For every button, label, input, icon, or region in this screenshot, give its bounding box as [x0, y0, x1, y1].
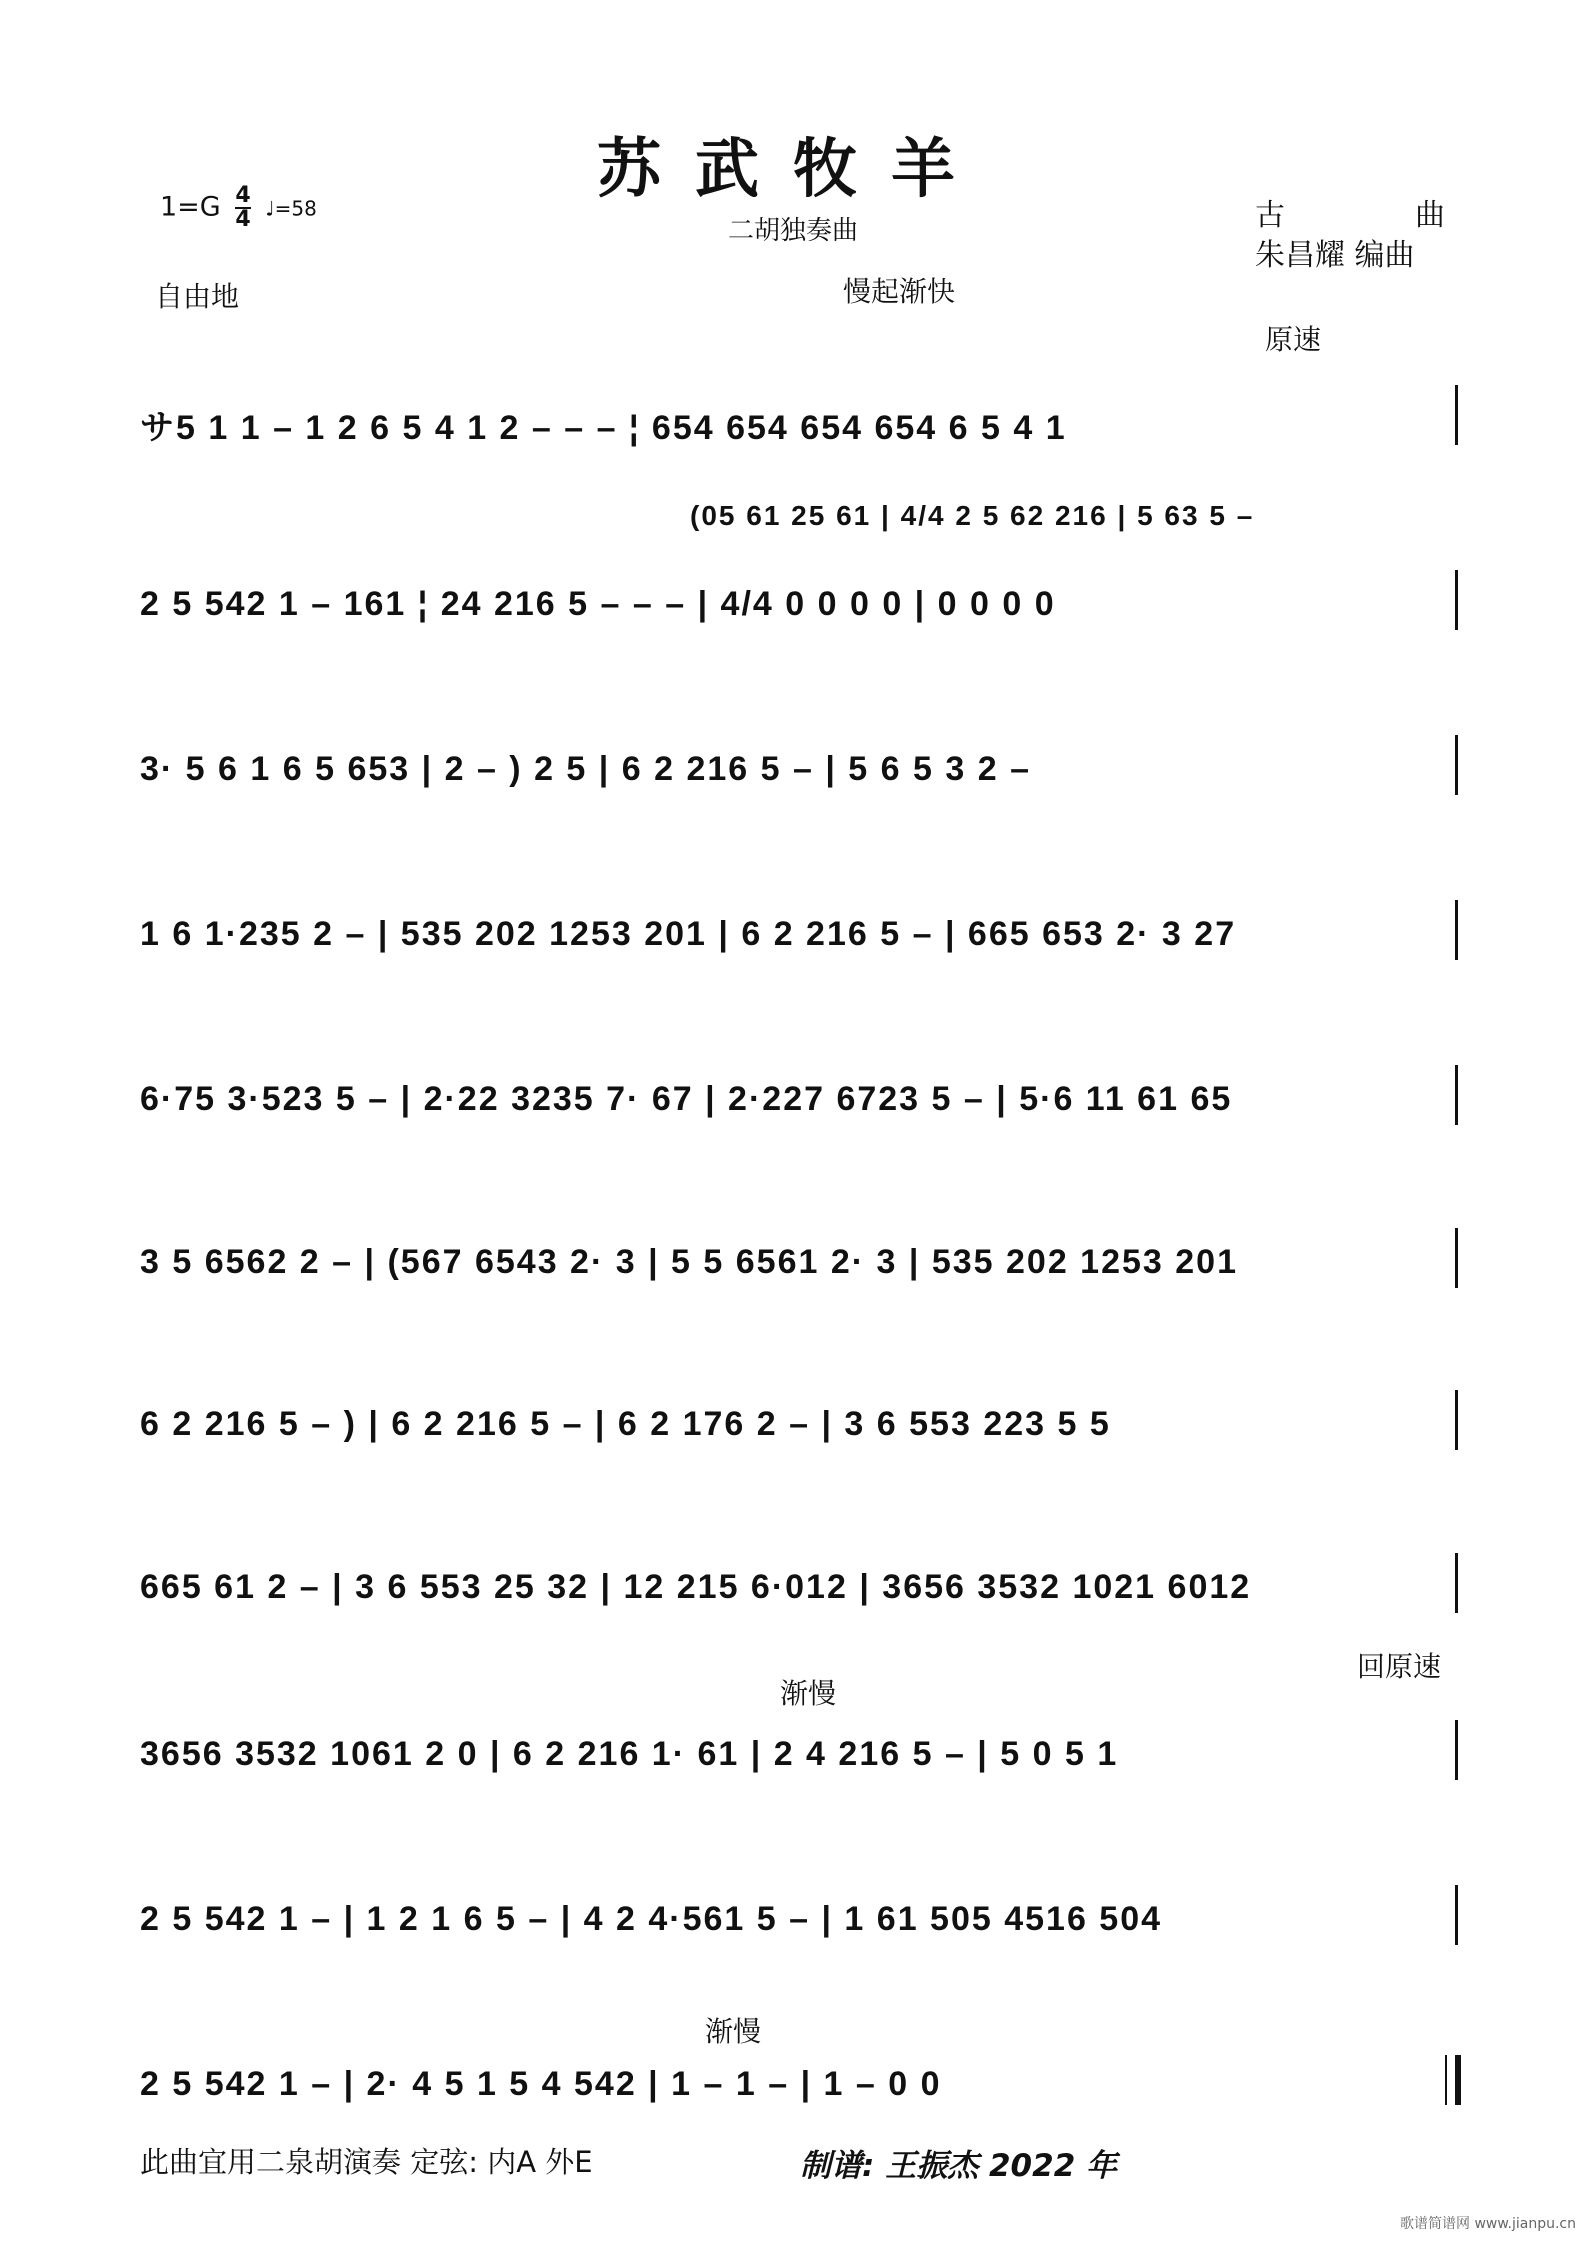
time-sig-top: 4	[235, 183, 251, 208]
tempo: ♩=58	[265, 196, 317, 221]
barline	[1455, 1065, 1458, 1125]
score-row-8: 665 61 2 – | 3 6 553 25 32 | 12 215 6·012 | 3656 3532 1021 6012	[140, 1568, 1252, 1606]
key-signature	[160, 185, 317, 231]
key-label: 1=G	[160, 191, 221, 223]
score-row-2: 2 5 542 1 – 161 ¦ 24 216 5 – – – | 4/4 0 0 0 0 | 0 0 0 0	[140, 585, 1056, 623]
barline	[1455, 900, 1458, 960]
mark-rit-2: 渐慢	[705, 2015, 762, 2048]
score-row-6: 3 5 6562 2 – | (567 6543 2· 3 | 5 5 6561 2· 3 | 535 202 1253 201	[140, 1243, 1238, 1281]
origin-b: 曲	[1415, 198, 1445, 233]
barline	[1455, 1553, 1458, 1613]
barline	[1455, 570, 1458, 630]
score-row-11: 2 5 542 1 – | 2· 4 5 1 5 4 542 | 1 – 1 – | 1 – 0 0	[140, 2065, 942, 2103]
page-title: 苏武牧羊	[597, 132, 989, 207]
mark-free: 自由地	[155, 280, 240, 313]
barline	[1455, 1720, 1458, 1780]
barline	[1455, 1228, 1458, 1288]
score-row-7: 6 2 216 5 – ) | 6 2 216 5 – | 6 2 176 2 – | 3 6 553 223 5 5	[140, 1405, 1111, 1443]
mark-orig-tempo: 原速	[1265, 323, 1322, 356]
barline	[1455, 735, 1458, 795]
score-row-3: 3· 5 6 1 6 5 653 | 2 – ) 2 5 | 6 2 216 5 – | 5 6 5 3 2 –	[140, 750, 1031, 788]
footer-transcriber: 制谱: 王振杰 2022 年	[800, 2148, 1118, 2184]
barline	[1455, 1390, 1458, 1450]
score-row-9: 3656 3532 1061 2 0 | 6 2 216 1· 61 | 2 4 216 5 – | 5 0 5 1	[140, 1735, 1119, 1773]
mark-rit-1: 渐慢	[780, 1677, 837, 1710]
final-barline-thick	[1455, 2055, 1461, 2105]
subtitle: 二胡独奏曲	[727, 216, 858, 246]
watermark: 歌谱简谱网 www.jianpu.cn	[1400, 2216, 1576, 2232]
origin-a: 古	[1255, 198, 1285, 233]
mark-accel: 慢起渐快	[843, 275, 956, 308]
origin-credit	[1255, 190, 1445, 234]
arranger-credit: 朱昌耀 编曲	[1255, 238, 1415, 273]
footer-note: 此曲宜用二泉胡演奏 定弦: 内A 外E	[140, 2145, 593, 2179]
time-signature	[235, 185, 250, 231]
score-row-5: 6·75 3·523 5 – | 2·22 3235 7· 67 | 2·227 6723 5 – | 5·6 11 61 65	[140, 1080, 1233, 1118]
score-row-4: 1 6 1·235 2 – | 535 202 1253 201 | 6 2 216 5 – | 665 653 2· 3 27	[140, 915, 1237, 953]
score-row-10: 2 5 542 1 – | 1 2 1 6 5 – | 4 2 4·561 5 – | 1 61 505 4516 504	[140, 1900, 1163, 1938]
time-sig-bottom: 4	[235, 207, 251, 232]
barline	[1455, 1885, 1458, 1945]
final-barline-thin	[1445, 2055, 1447, 2105]
score-row-1: サ5 1 1 – 1 2 6 5 4 1 2 – – – ¦ 654 654 654 654 6 5 4 1	[140, 409, 1067, 447]
intro-upper-line: (05 61 25 61 | 4/4 2 5 62 216 | 5 63 5 –	[690, 500, 1255, 531]
barline	[1455, 385, 1458, 445]
mark-back-tempo: 回原速	[1357, 1650, 1442, 1683]
